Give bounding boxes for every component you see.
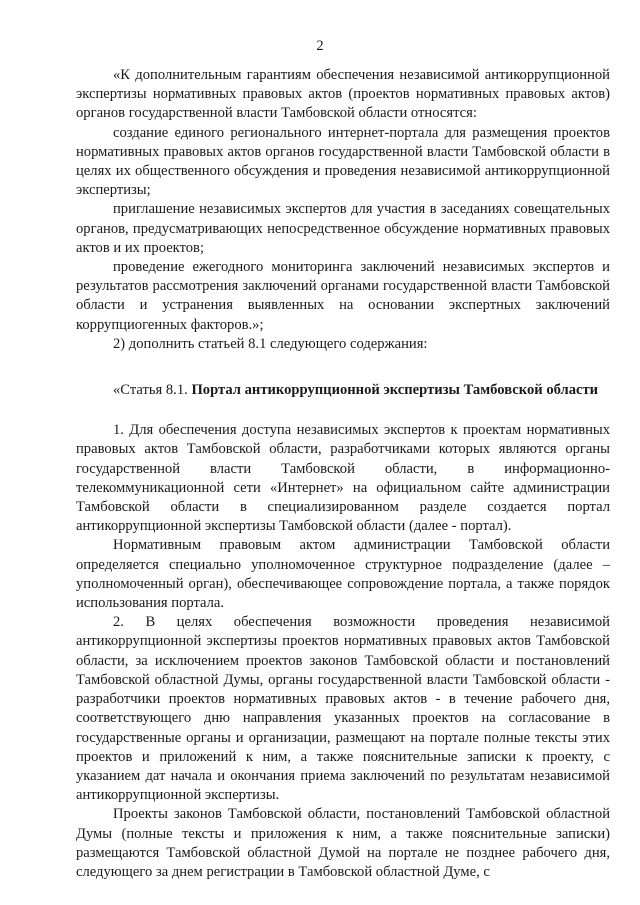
paragraph-portal-creation: создание единого регионального интернет-портала для размещения проектов нормативных правовых актов органов государственной власти Тамбовской области в целях их общественного обсуждения и проведения независимой антикоррупционной экспертизы; [76,124,610,199]
article-prefix: «Статья 8.1. [113,382,188,399]
article-paragraph-2: 2. В целях обеспечения возможности проведения независимой антикоррупционной экспертизы проектов нормативных правовых актов Тамбовской области, за исключением проектов законов Тамбовской области и постановлений Тамбовской областной Думы, органы государственной власти Тамбовской области - разработчики проектов нормативных правовых актов - в течение рабочего дня, соответствующего дню направления указанных проектов на согласование в государственные органы и организации, размещают на портале полные тексты этих проектов и приложений к ним, а также пояснительные записки к проекту, с указанием дат начала и окончания приема заключений по результатам независимой антикоррупционной экспертизы. [76,614,610,804]
paragraph-guarantees-intro: «К дополнительным гарантиям обеспечения независимой антикоррупционной экспертизы нормативных правовых актов (проектов нормативных правовых актов) органов государственной власти Тамбовской области относятся: [76,67,610,122]
article-title: Портал антикоррупционной экспертизы Тамбовской области [191,382,599,399]
document-body [76,66,610,882]
paragraph-monitoring: проведение ежегодного мониторинга заключений независимых экспертов и результатов рассмотрения заключений органами государственной власти Тамбовской области и устранения выявленных на основании экспертных заключений коррупциогенных факторов.»; [76,259,610,333]
article-paragraph-draft-laws: Проекты законов Тамбовской области, постановлений Тамбовской областной Думы (полные тексты и приложения к ним, а также пояснительные записки) размещаются Тамбовской областной Думой на портале не позднее рабочего дня, следующего за днем регистрации в Тамбовской областной Думе, с [76,806,610,880]
article-paragraph-1: 1. Для обеспечения доступа независимых экспертов к проектам нормативных правовых актов Тамбовской области, разработчиками которых являются органы государственной власти Тамбовской области, в информационно-телекоммуникационной сети «Интернет» на официальном сайте администрации Тамбовской области в специализированном разделе создается портал антикоррупционной экспертизы Тамбовской области (далее - портал). [76,422,610,535]
article-heading [76,381,610,400]
paragraph-amendment-item: 2) дополнить статьей 8.1 следующего содержания: [113,335,428,352]
article-paragraph-normative-act: Нормативным правовым актом администрации Тамбовской области определяется специально уполномоченное структурное подразделение (далее – уполномоченный орган), обеспечивающее сопровождение портала, а также порядок использования портала. [76,537,610,612]
page-number: 2 [316,38,324,54]
paragraph-experts-invitation: приглашение независимых экспертов для участия в заседаниях совещательных органов, предусматривающих непосредственное обсуждение нормативных правовых актов и их проектов; [76,201,610,256]
